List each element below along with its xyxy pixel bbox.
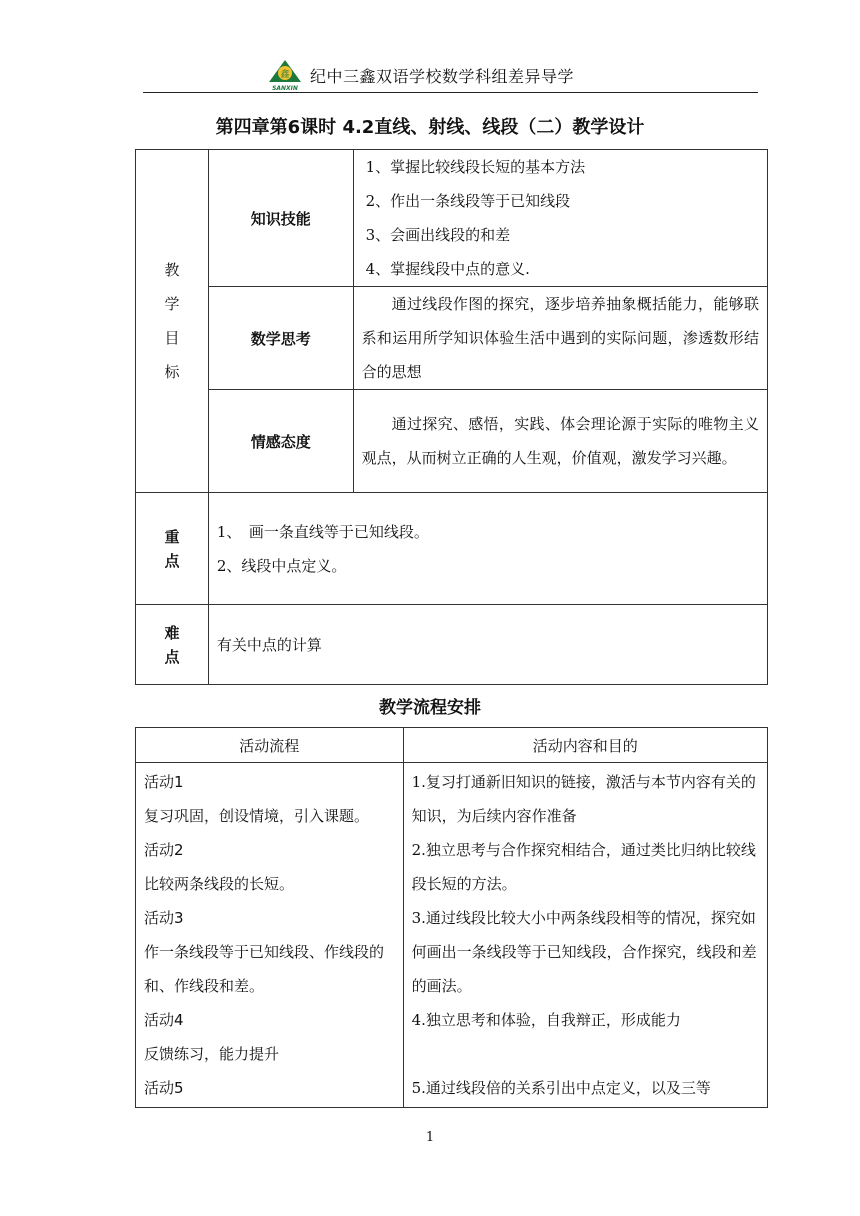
key-points-label: 重 点 [136,493,209,605]
column-header: 活动内容和目的 [403,728,767,763]
document-title: 第四章第6课时 4.2直线、射线、线段（二）教学设计 [215,117,645,138]
activity-desc: 复习巩固，创设情境，引入课题。 [144,807,370,825]
activity-desc: 反馈练习，能力提升 [144,1045,280,1063]
table-header-row [136,728,768,763]
logo-text: SANXIN [272,85,298,92]
activity-purpose: 5.通过线段倍的关系引出中点定义，以及三等 [411,1079,711,1097]
difficulties-row [136,605,768,685]
purposes-column [403,763,767,1108]
activity-desc: 比较两条线段的长短。 [144,875,295,893]
activity-purpose: 2.独立思考与合作探究相结合，通过类比归纳比较线段长短的方法。 [411,841,756,893]
emotion-label: 情感态度 [208,390,353,493]
objective-row-thinking [136,287,768,390]
activity-purpose: 1.复习打通新旧知识的链接，激活与本节内容有关的知识，为后续内容作准备 [411,773,756,825]
key-points-content [208,493,767,605]
key-points-row [136,493,768,605]
activity-desc: 作一条线段等于已知线段、作线段的和、作线段和差。 [144,943,385,995]
header-title: 纪中三鑫双语学校数学科组差异导学 [310,67,575,86]
table-row [136,763,768,1108]
emotion-text: 通过探究、感悟，实践、体会理论源于实际的唯物主义观点，从而树立正确的人生观，价值观，激发学习兴趣。 [353,390,767,493]
column-header: 活动流程 [136,728,404,763]
activity-purpose: 3.通过线段比较大小中两条线段相等的情况，探究如何画出一条线段等于已知线段，合作探究，线段和差的画法。 [411,909,757,995]
objective-row-knowledge [136,150,768,287]
list-item: 1、 画一条直线等于已知线段。 [216,522,429,541]
activity-purpose: 4.独立思考和体验，自我辩正，形成能力 [411,1011,681,1029]
activity-name: 活动3 [144,909,184,927]
knowledge-items [353,150,767,287]
activities-column [136,763,404,1108]
list-item: 2、线段中点定义。 [216,556,347,575]
page-number: 1 [425,1130,435,1145]
difficulties-label: 难 点 [136,605,209,685]
difficulties-content: 有关中点的计算 [208,605,767,685]
activity-name: 活动2 [144,841,184,859]
thinking-text: 通过线段作图的探究，逐步培养抽象概括能力，能够联系和运用所学知识体验生活中遇到的实际问题，渗透数形结合的思想 [353,287,767,390]
objectives-label: 教 学 目 标 [136,150,209,493]
lesson-objectives-table [135,149,768,685]
school-logo-icon [267,58,303,92]
thinking-label: 数学思考 [208,287,353,390]
list-item: 3、会画出线段的和差 [365,226,511,244]
knowledge-label: 知识技能 [208,150,353,287]
list-item: 4、掌握线段中点的意义. [365,260,530,278]
activity-name: 活动1 [144,773,184,791]
list-item: 2、作出一条线段等于已知线段 [365,192,571,210]
page-header [143,56,758,93]
teaching-flow-table [135,727,768,1108]
list-item: 1、掌握比较线段长短的基本方法 [365,158,586,176]
flow-section-title: 教学流程安排 [379,698,481,718]
activity-name: 活动4 [144,1011,184,1029]
activity-name: 活动5 [144,1079,184,1097]
logo-mark: 鑫 [280,70,290,80]
objective-row-emotion [136,390,768,493]
